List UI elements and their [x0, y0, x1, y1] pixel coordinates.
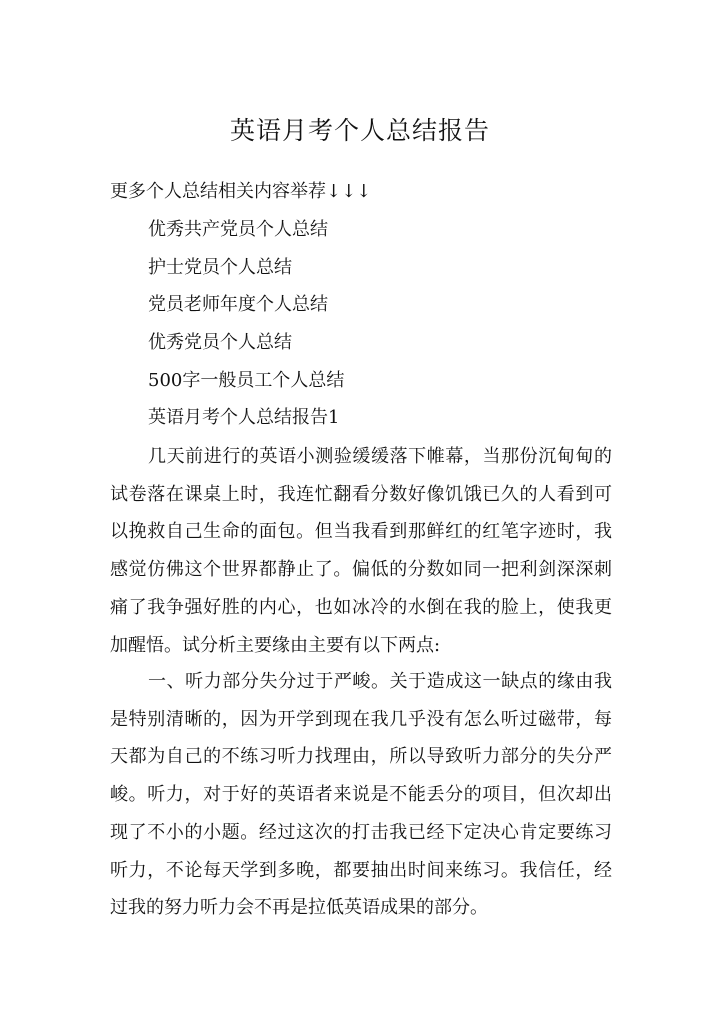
related-link-3[interactable]: 党员老师年度个人总结	[148, 294, 328, 315]
related-content-intro: 更多个人总结相关内容举荐↓↓↓	[110, 181, 372, 202]
related-link-4[interactable]: 优秀党员个人总结	[148, 332, 292, 353]
related-link-5[interactable]: 500字一般员工个人总结	[148, 370, 345, 391]
body-paragraph-2: 一、听力部分失分过于严峻。关于造成这一缺点的缘由我是特别清晰的，因为开学到现在我几乎没有怎么听过磁带，每天都为自己的不练习听力找理由，所以导致听力部分的失分严峻。听力，对于好的英语者来说是不能丢分的项目，但次却出现了不小的小题。经过这次的打击我已经下定决心肯定要练习听力，不论每天学到多晚，都要抽出时间来练习。我信任，经过我的努力听力会不再是拉低英语成果的部分。	[110, 671, 612, 919]
related-link-1[interactable]: 优秀共产党员个人总结	[148, 219, 328, 240]
page-title: 英语月考个人总结报告	[229, 116, 490, 145]
section-heading: 英语月考个人总结报告1	[148, 407, 340, 428]
related-link-2[interactable]: 护士党员个人总结	[148, 257, 292, 278]
body-paragraph-1: 几天前进行的英语小测验缓缓落下帷幕，当那份沉甸甸的试卷落在课桌上时，我连忙翻看分数好像饥饿已久的人看到可以挽救自己生命的面包。但当我看到那鲜红的红笔字迹时，我感觉仿佛这个世界都静止了。偏低的分数如同一把利剑深深刺痛了我争强好胜的内心，也如冰冷的水倒在我的脸上，使我更加醒悟。试分析主要缘由主要有以下两点:	[110, 446, 612, 656]
